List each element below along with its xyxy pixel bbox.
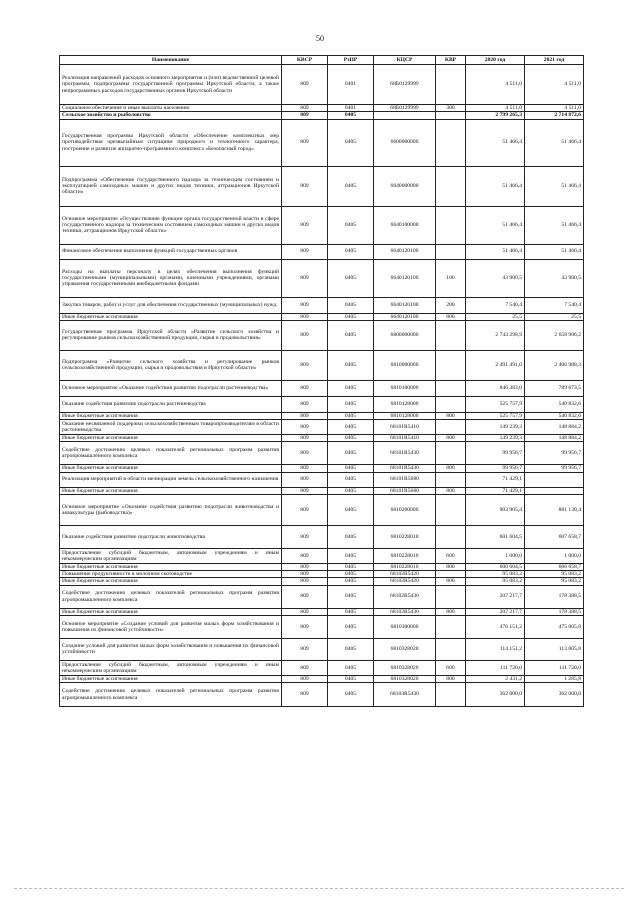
cell-kvsr: 809 <box>282 683 328 707</box>
cell-2021: 43 900,5 <box>525 259 584 297</box>
cell-2020: 1 000,0 <box>466 548 525 563</box>
cell-kvr: 800 <box>436 412 466 419</box>
cell-2021: 1 000,0 <box>525 548 584 563</box>
header-kvsr: КВСР <box>282 56 328 65</box>
table-row <box>60 244 584 259</box>
cell-kvr <box>436 638 466 660</box>
cell-kvsr: 809 <box>282 166 328 206</box>
cell-name: Оказание содействия развитию подотрасли животноводства <box>60 525 282 548</box>
cell-kcsr: 6640120100 <box>374 259 436 297</box>
cell-kvr: 800 <box>436 608 466 615</box>
cell-name: Предоставление субсидий бюджетным, автономным учреждениям и иным некоммерческим организациям <box>60 660 282 675</box>
cell-name: Иные бюджетные ассигнования <box>60 608 282 615</box>
header-kvr: КВР <box>436 56 466 65</box>
cell-rzpr: 0405 <box>328 585 374 608</box>
cell-2020: 149 239,3 <box>466 420 525 435</box>
cell-name: Реализация мероприятий в области мелиорации земель сельскохозяйственного назначения <box>60 472 282 487</box>
table-row <box>60 578 584 585</box>
cell-rzpr: 0405 <box>328 435 374 442</box>
cell-2021: 51 466,4 <box>525 244 584 259</box>
cell-rzpr: 0405 <box>328 615 374 638</box>
cell-kcsr: 68101R5410 <box>374 435 436 442</box>
cell-kvr: 200 <box>436 297 466 313</box>
cell-kvsr: 809 <box>282 350 328 380</box>
header-2020: 2020 год <box>466 56 525 65</box>
table-row <box>60 166 584 206</box>
cell-2020: 43 900,5 <box>466 259 525 297</box>
cell-2020: 903 905,4 <box>466 494 525 525</box>
cell-kvr <box>436 320 466 350</box>
table-row <box>60 442 584 465</box>
cell-kvsr: 809 <box>282 487 328 494</box>
cell-name: Иные бюджетные ассигнования <box>60 465 282 472</box>
cell-rzpr: 0405 <box>328 206 374 244</box>
cell-kvsr: 809 <box>282 548 328 563</box>
cell-2021: 540 832,6 <box>525 396 584 412</box>
cell-kvr: 800 <box>436 675 466 682</box>
table-row <box>60 487 584 494</box>
page-number: 50 <box>316 34 324 43</box>
table-row <box>60 563 584 570</box>
cell-rzpr: 0405 <box>328 313 374 320</box>
cell-rzpr: 0405 <box>328 675 374 682</box>
cell-kvsr: 809 <box>282 396 328 412</box>
cell-kcsr: 6600000000 <box>374 119 436 166</box>
cell-kvr: 800 <box>436 435 466 442</box>
cell-kcsr: 68102R5420 <box>374 571 436 578</box>
cell-kcsr: 68101R5680 <box>374 472 436 487</box>
cell-name: Содействие достижению целевых показателей региональных программ развития агропромышленного комплекса <box>60 585 282 608</box>
table-row <box>60 675 584 682</box>
cell-kvr <box>436 65 466 105</box>
cell-2021: 178 388,5 <box>525 585 584 608</box>
cell-kvsr: 809 <box>282 525 328 548</box>
cell-rzpr: 0405 <box>328 166 374 206</box>
cell-kvr <box>436 615 466 638</box>
cell-2021: 2 714 872,6 <box>525 112 584 119</box>
cell-rzpr: 0405 <box>328 638 374 660</box>
cell-kcsr: 68102R5420 <box>374 578 436 585</box>
cell-2020: 25,5 <box>466 313 525 320</box>
cell-kvsr: 809 <box>282 380 328 396</box>
cell-rzpr: 0405 <box>328 442 374 465</box>
cell-kvsr: 809 <box>282 660 328 675</box>
table-row <box>60 571 584 578</box>
cell-rzpr: 0405 <box>328 660 374 675</box>
table-row <box>60 206 584 244</box>
cell-2020: 71 429,1 <box>466 472 525 487</box>
cell-2021: 4 511,0 <box>525 105 584 112</box>
cell-name: Иные бюджетные ассигнования <box>60 578 282 585</box>
cell-kvsr: 809 <box>282 435 328 442</box>
cell-kcsr: 6810228010 <box>374 548 436 563</box>
cell-kvsr: 809 <box>282 571 328 578</box>
cell-kcsr: 6810128000 <box>374 396 436 412</box>
cell-rzpr: 0401 <box>328 105 374 112</box>
cell-kvsr: 809 <box>282 119 328 166</box>
cell-2021: 148 884,2 <box>525 420 584 435</box>
cell-rzpr: 0405 <box>328 350 374 380</box>
cell-kvr: 800 <box>436 465 466 472</box>
cell-rzpr: 0405 <box>328 571 374 578</box>
cell-name: Государственная программа Иркутской области «Развитие сельского хозяйства и регулирование рынков сельскохозяйственной продукции, сырья и продовольствия» <box>60 320 282 350</box>
table-row <box>60 435 584 442</box>
cell-kvsr: 809 <box>282 442 328 465</box>
cell-kvsr: 809 <box>282 608 328 615</box>
cell-kvr <box>436 472 466 487</box>
cell-2020: 2 431,2 <box>466 675 525 682</box>
cell-kvsr: 809 <box>282 105 328 112</box>
cell-kvr <box>436 525 466 548</box>
cell-2021: 51 466,4 <box>525 206 584 244</box>
cell-kvsr: 809 <box>282 244 328 259</box>
table-row <box>60 525 584 548</box>
cell-kvr <box>436 206 466 244</box>
header-2021: 2021 год <box>525 56 584 65</box>
cell-kvsr: 809 <box>282 112 328 119</box>
cell-kvsr: 809 <box>282 65 328 105</box>
cell-name: Иные бюджетные ассигнования <box>60 487 282 494</box>
cell-2021: 99 956,7 <box>525 465 584 472</box>
cell-2021 <box>525 472 584 487</box>
cell-rzpr: 0405 <box>328 297 374 313</box>
cell-name: Иные бюджетные ассигнования <box>60 563 282 570</box>
header-kcsr: КЦСР <box>374 56 436 65</box>
cell-kcsr: 68102R5430 <box>374 608 436 615</box>
cell-2020: 51 466,4 <box>466 206 525 244</box>
cell-rzpr: 0405 <box>328 396 374 412</box>
table-row <box>60 585 584 608</box>
cell-rzpr: 0405 <box>328 119 374 166</box>
cell-kcsr: 68102R5430 <box>374 585 436 608</box>
cell-2021: 789 673,5 <box>525 380 584 396</box>
cell-kcsr: 68101R5430 <box>374 442 436 465</box>
cell-kvsr: 809 <box>282 320 328 350</box>
cell-kvr: 600 <box>436 660 466 675</box>
cell-kvr <box>436 244 466 259</box>
table-row <box>60 297 584 313</box>
cell-2020: 4 511,0 <box>466 65 525 105</box>
table-row <box>60 65 584 105</box>
cell-rzpr: 0405 <box>328 548 374 563</box>
cell-2021: 51 466,4 <box>525 166 584 206</box>
cell-2020: 846 383,0 <box>466 380 525 396</box>
cell-2020: 95 083,2 <box>466 571 525 578</box>
cell-kvr: 800 <box>436 563 466 570</box>
cell-kvsr: 809 <box>282 313 328 320</box>
cell-name: Предоставление субсидий бюджетным, автономным учреждениям и иным некоммерческим организациям <box>60 548 282 563</box>
table-row <box>60 105 584 112</box>
cell-name: Закупка товаров, работ и услуг для обеспечения государственных (муниципальных) нужд <box>60 297 282 313</box>
cell-2020: 2 743 298,9 <box>466 320 525 350</box>
cell-name: Иные бюджетные ассигнования <box>60 313 282 320</box>
budget-table <box>59 55 584 707</box>
cell-2020: 51 466,4 <box>466 244 525 259</box>
table-row <box>60 119 584 166</box>
cell-kcsr: 6810228010 <box>374 563 436 570</box>
cell-kvr: 800 <box>436 487 466 494</box>
table-body <box>60 65 584 707</box>
cell-2020: 99 956,7 <box>466 442 525 465</box>
cell-kvr: 800 <box>436 313 466 320</box>
cell-kvr <box>436 571 466 578</box>
cell-name: Оказание содействия развитию подотрасли растениеводства <box>60 396 282 412</box>
cell-kvr <box>436 494 466 525</box>
cell-name: Подпрограмма «Обеспечение государственного надзора за техническим состоянием и эксплуатацией самоходных машин и других видов техники, аттракционов Иркутской области» <box>60 166 282 206</box>
cell-kcsr: 6640120100 <box>374 297 436 313</box>
cell-name: Иные бюджетные ассигнования <box>60 435 282 442</box>
cell-name: Содействие достижению целевых показателей региональных программ развития агропромышленного комплекса <box>60 442 282 465</box>
cell-kvr: 800 <box>436 578 466 585</box>
cell-2021: 2 406 988,3 <box>525 350 584 380</box>
cell-kcsr: 6640100000 <box>374 206 436 244</box>
cell-name: Основное мероприятие «Оказание содействия развитию подотрасли растениеводства» <box>60 380 282 396</box>
cell-2021: 25,5 <box>525 313 584 320</box>
cell-2021: 51 466,4 <box>525 119 584 166</box>
cell-kcsr: 6810200000 <box>374 494 436 525</box>
cell-kcsr: 6810128000 <box>374 412 436 419</box>
cell-kvsr: 809 <box>282 578 328 585</box>
table-row <box>60 396 584 412</box>
cell-2020: 362 000,0 <box>466 683 525 707</box>
cell-2020: 601 604,5 <box>466 525 525 548</box>
table-row <box>60 350 584 380</box>
table-row <box>60 465 584 472</box>
cell-rzpr: 0405 <box>328 320 374 350</box>
cell-kvr <box>436 350 466 380</box>
cell-name: Сельское хозяйство и рыболовство <box>60 112 282 119</box>
table-row <box>60 472 584 487</box>
cell-2020: 149 239,3 <box>466 435 525 442</box>
cell-2021: 2 658 906,2 <box>525 320 584 350</box>
cell-2020: 111 720,0 <box>466 660 525 675</box>
table-row <box>60 313 584 320</box>
cell-2021: 178 388,5 <box>525 608 584 615</box>
cell-2020: 51 466,4 <box>466 119 525 166</box>
header-name: Наименование <box>60 56 282 65</box>
cell-name: Основное мероприятие «Оказание содействия развитию подотрасли животноводства и аквакультуры (рыбоводства)» <box>60 494 282 525</box>
cell-kvsr: 809 <box>282 412 328 419</box>
cell-2021: 362 000,0 <box>525 683 584 707</box>
cell-kvsr: 809 <box>282 675 328 682</box>
cell-kvr <box>436 112 466 119</box>
table-row <box>60 380 584 396</box>
cell-2020: 2 491 491,0 <box>466 350 525 380</box>
cell-2020: 4 511,0 <box>466 105 525 112</box>
table-row <box>60 494 584 525</box>
cell-rzpr: 0405 <box>328 259 374 297</box>
cell-rzpr: 0405 <box>328 525 374 548</box>
cell-2021: 113 005,8 <box>525 638 584 660</box>
cell-2021: 99 956,7 <box>525 442 584 465</box>
cell-2021: 881 130,4 <box>525 494 584 525</box>
cell-kcsr: 6810100000 <box>374 380 436 396</box>
cell-2020: 95 083,2 <box>466 578 525 585</box>
cell-2021: 4 511,0 <box>525 65 584 105</box>
cell-kvr <box>436 420 466 435</box>
cell-kvr <box>436 585 466 608</box>
cell-2020: 476 151,2 <box>466 615 525 638</box>
cell-rzpr: 0405 <box>328 465 374 472</box>
cell-2021: 7 540,4 <box>525 297 584 313</box>
cell-kvsr: 809 <box>282 465 328 472</box>
cell-kcsr: 68103R5430 <box>374 683 436 707</box>
table-row <box>60 683 584 707</box>
cell-rzpr: 0405 <box>328 472 374 487</box>
cell-name: Социальное обеспечение и иные выплаты населению <box>60 105 282 112</box>
table-row <box>60 420 584 435</box>
cell-kvr <box>436 442 466 465</box>
cell-kvsr: 809 <box>282 297 328 313</box>
cell-kvr: 100 <box>436 259 466 297</box>
cell-rzpr: 0405 <box>328 244 374 259</box>
cell-kvr: 300 <box>436 105 466 112</box>
cell-kvr <box>436 166 466 206</box>
cell-kcsr: 68Б0129999 <box>374 105 436 112</box>
table-row <box>60 660 584 675</box>
cell-rzpr: 0405 <box>328 563 374 570</box>
cell-rzpr: 0405 <box>328 683 374 707</box>
cell-rzpr: 0401 <box>328 65 374 105</box>
cell-kcsr: 6800000000 <box>374 320 436 350</box>
cell-kcsr: 6810328020 <box>374 675 436 682</box>
cell-2021: 1 285,8 <box>525 675 584 682</box>
cell-rzpr: 0405 <box>328 578 374 585</box>
cell-name: Государственная программа Иркутской области «Обеспечение комплексных мер противодействия чрезвычайным ситуациям природного и техногенного характера, построение и развитие аппаратно-программного комплекса «Безопасный город» <box>60 119 282 166</box>
cell-2021: 607 658,7 <box>525 525 584 548</box>
cell-kvr <box>436 380 466 396</box>
cell-name: Оказание несвязанной поддержки сельскохозяйственным товаропроизводителям в области растениеводства <box>60 420 282 435</box>
cell-kvr <box>436 396 466 412</box>
cell-2020: 2 799 265,3 <box>466 112 525 119</box>
cell-2020: 71 429,1 <box>466 487 525 494</box>
cell-name: Основное мероприятие «Осуществление функции органа государственной власти в сфере государственного надзора за техническим состоянием самоходных машин и других видов техники, аттракционов Иркутской области» <box>60 206 282 244</box>
cell-2021: 111 720,0 <box>525 660 584 675</box>
cell-kcsr: 6640120100 <box>374 244 436 259</box>
cell-kvr <box>436 683 466 707</box>
cell-kvsr: 809 <box>282 585 328 608</box>
cell-2021: 540 832,6 <box>525 412 584 419</box>
cell-kcsr: 6810328020 <box>374 638 436 660</box>
cell-name: Содействие достижению целевых показателей региональных программ развития агропромышленного комплекса <box>60 683 282 707</box>
cell-2021: 95 083,2 <box>525 578 584 585</box>
cell-name: Реализация направлений расходов основного мероприятия и (или) ведомственной целевой программы, подпрограммы государственной программы Иркутской области, а также непрограммных расходов государственных органов Иркутской области <box>60 65 282 105</box>
cell-2020: 51 466,4 <box>466 166 525 206</box>
cell-2020: 99 956,7 <box>466 465 525 472</box>
table-header-row <box>60 56 584 65</box>
cell-kcsr: 68101R5680 <box>374 487 436 494</box>
cell-name: Создание условий для развития малых форм хозяйствования и повышения их финансовой устойчивости <box>60 638 282 660</box>
cell-kvsr: 809 <box>282 259 328 297</box>
cell-rzpr: 0405 <box>328 412 374 419</box>
cell-kcsr: 68Б0129999 <box>374 65 436 105</box>
cell-name: Повышение продуктивности в молочном скотоводстве <box>60 571 282 578</box>
cell-2020: 525 757,9 <box>466 396 525 412</box>
page-bottom-edge <box>14 888 624 889</box>
cell-kvr: 600 <box>436 548 466 563</box>
cell-rzpr: 0405 <box>328 420 374 435</box>
cell-rzpr: 0405 <box>328 487 374 494</box>
cell-rzpr: 0405 <box>328 494 374 525</box>
cell-2020: 525 757,9 <box>466 412 525 419</box>
cell-2021: 475 005,8 <box>525 615 584 638</box>
cell-2020: 600 604,5 <box>466 563 525 570</box>
cell-kvr <box>436 119 466 166</box>
cell-2020: 207 217,7 <box>466 585 525 608</box>
cell-kcsr: 6810000000 <box>374 350 436 380</box>
cell-2020: 7 540,4 <box>466 297 525 313</box>
cell-kcsr: 68101R5410 <box>374 420 436 435</box>
cell-kvsr: 809 <box>282 563 328 570</box>
cell-kcsr: 6640120100 <box>374 313 436 320</box>
cell-kcsr <box>374 112 436 119</box>
cell-2021: 148 884,2 <box>525 435 584 442</box>
cell-name: Расходы на выплаты персоналу в целях обеспечения выполнения функций государственными (муниципальными) органами, казенными учреждениями, органами управления государственными внебюджетными фондами <box>60 259 282 297</box>
cell-kcsr: 6810228010 <box>374 525 436 548</box>
table-row <box>60 259 584 297</box>
cell-name: Финансовое обеспечение выполнения функций государственных органов <box>60 244 282 259</box>
table-row <box>60 548 584 563</box>
cell-2021: 606 658,7 <box>525 563 584 570</box>
cell-kcsr: 6810300000 <box>374 615 436 638</box>
cell-kvsr: 809 <box>282 206 328 244</box>
cell-rzpr: 0405 <box>328 380 374 396</box>
cell-kvsr: 809 <box>282 638 328 660</box>
cell-kcsr: 68101R5430 <box>374 465 436 472</box>
cell-2021: 95 083,2 <box>525 571 584 578</box>
cell-kvsr: 809 <box>282 420 328 435</box>
cell-kcsr: 6810328020 <box>374 660 436 675</box>
cell-kvsr: 809 <box>282 494 328 525</box>
table-row <box>60 608 584 615</box>
cell-name: Подпрограмма «Развитие сельского хозяйства и регулирование рынков сельскохозяйственной продукции, сырья и продовольствия в Иркутской области» <box>60 350 282 380</box>
cell-rzpr: 0405 <box>328 112 374 119</box>
cell-kvsr: 809 <box>282 472 328 487</box>
cell-2020: 114 151,2 <box>466 638 525 660</box>
cell-name: Иные бюджетные ассигнования <box>60 412 282 419</box>
table-row <box>60 412 584 419</box>
cell-kvsr: 809 <box>282 615 328 638</box>
table-row <box>60 112 584 119</box>
cell-name: Основное мероприятие «Создание условий для развития малых форм хозяйствования и повышения их финансовой устойчивости» <box>60 615 282 638</box>
cell-kcsr: 6640000000 <box>374 166 436 206</box>
cell-name: Иные бюджетные ассигнования <box>60 675 282 682</box>
table-row <box>60 615 584 638</box>
cell-rzpr: 0405 <box>328 608 374 615</box>
cell-2021 <box>525 487 584 494</box>
cell-2020: 207 217,7 <box>466 608 525 615</box>
header-rzpr: РзПР <box>328 56 374 65</box>
table-row <box>60 320 584 350</box>
table-row <box>60 638 584 660</box>
